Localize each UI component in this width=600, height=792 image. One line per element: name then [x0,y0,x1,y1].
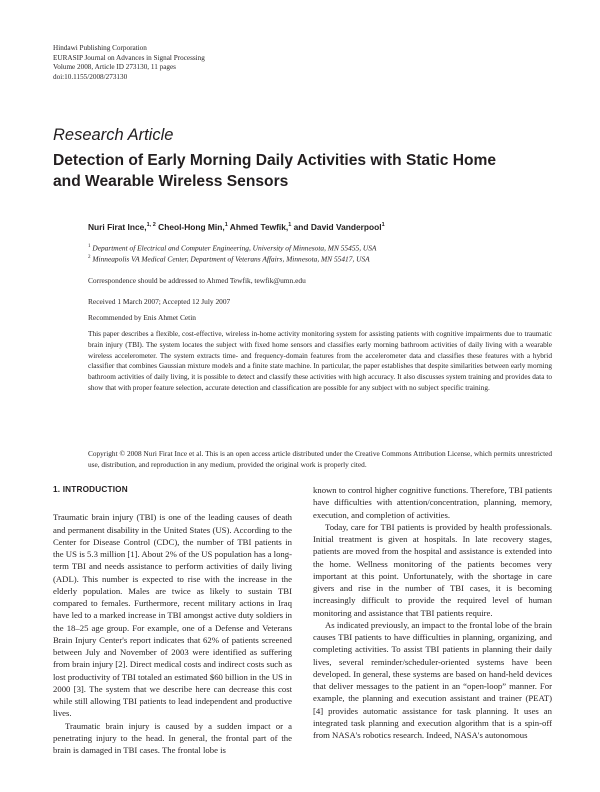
author: Nuri Firat Ince, [88,222,147,232]
received-dates: Received 1 March 2007; Accepted 12 July 2007 [88,297,231,306]
affil-text: Minneapolis VA Medical Center, Department of Veterans Affairs, Minnesota, MN 55417, USA [92,254,370,264]
publication-header [53,44,205,82]
affil-sup: 2 [88,255,91,261]
author-list [88,222,552,232]
author-affil-sup: 1, 2 [146,222,156,229]
title-line-2: and Wearable Wireless Sensors [53,173,289,190]
paragraph: known to control higher cognitive functions. Therefore, TBI patients have difficulties with attention/concentration, planning, memory, execution, and completion of activities. [313,485,552,520]
author-affil-sup: 1 [381,222,385,229]
affil-sup: 1 [88,244,91,249]
author: Cheol-Hong Min, [158,222,225,232]
volume-info: Volume 2008, Article ID 273130, 11 pages [53,63,176,72]
paragraph: Traumatic brain injury is caused by a sudden impact or a penetrating injury to the head. In general, the frontal part of the brain is damaged in TBI cases. The frontal lobe is [53,720,292,755]
author: Ahmed Tewfik, [229,222,289,232]
author: and David Vanderpool [293,222,382,232]
affiliation [88,242,552,253]
affiliation [88,253,552,264]
body-column-right [313,484,552,741]
paragraph: Traumatic brain injury (TBI) is one of the leading causes of death and permanent disability in the United States (US). According to the Center for Disease Control (CDC), the number of TBI patients in the US is 5.3 million [1]. About 2% of the US population has a long-term TBI and needs assistance to perform activities of daily living (ADL). This number is expected to rise with the increase in the elderly population. Males are twice as likely to sustain TBI compared to females. Furthermore, recent military actions in Iraq have led to a marked increase in TBI amongst active duty soldiers in the 18–25 age group. For example, one of a Defense and Veterans Brain Injury Center's report indicates that 62% of patients screened between July and November of 2003 were identified as suffering from brain injury [2]. Direct medical costs and indirect costs such as lost productivity of TBI totaled an estimated $60 billion in the US in 2000 [3]. The system that we describe here can decrease this cost while still allowing TBI patients to lead independent and productive lives. [53,512,292,719]
publisher: Hindawi Publishing Corporation [53,44,147,52]
affiliations [88,242,552,265]
abstract: This paper describes a flexible, cost-effective, wireless in-home activity monitoring system for assisting patients with cognitive impairments due to traumatic brain injury (TBI). The system locates the subject with fixed home sensors and classifies early morning bathroom activities of daily living with a wearable wireless accelerometer. The system extracts time- and frequency-domain features from the accelerometer data and classifies these features with a hybrid classifier that combines Gaussian mixture models and a finite state machine. In particular, the paper establishes that despite similarities between early morning bathroom activities of daily living, it is possible to detect and classify these activities with high accuracy. It also discusses system training and provides data to show that with proper feature selection, accurate detection and classification are possible for any subject with no subject specific training. [88,329,552,392]
section-heading: 1. INTRODUCTION [53,485,128,494]
body-column-left [53,484,292,756]
copyright-notice: Copyright © 2008 Nuri Firat Ince et al. This is an open access article distributed under the Creative Commons Attribution License, which permits unrestricted use, distribution, and reproduction in any medium, provided the original work is properly cited. [88,449,552,469]
paper-title [53,150,553,192]
author-affil-sup: 1 [288,222,292,229]
affil-text: Department of Electrical and Computer Engineering, University of Minnesota, MN 55455, USA [92,243,377,253]
article-type: Research Article [53,126,174,144]
paragraph: As indicated previously, an impact to the frontal lobe of the brain causes TBI patients to have difficulties in planning, organizing, and completing activities. To assist TBI patients in planning their daily lives, several reminder/scheduler-oriented systems have been developed. In general, these systems are based on hand-held devices that deliver messages to the patient in an “open-loop” manner. For example, the planning and execution assistant and trainer (PEAT) [4] provides automatic assistance for task planning. It uses an integrated task planning and execution algorithm that is a spin-off from NASA's robotics research. Indeed, NASA's autonomous [313,619,552,740]
journal-name: EURASIP Journal on Advances in Signal Processing [53,53,205,62]
correspondence: Correspondence should be addressed to Ahmed Tewfik, tewfik@umn.edu [88,276,306,285]
author-affil-sup: 1 [224,222,228,229]
recommended-by: Recommended by Enis Ahmet Cetin [88,313,196,322]
doi: doi:10.1155/2008/273130 [53,72,128,81]
paragraph: Today, care for TBI patients is provided by health professionals. Initial treatment is given at hospitals. In late recovery stages, patients are moved from the hospital and assistance is extended into the home. Wellness monitoring of the patients becomes very important at this point. Unfortunately, with the shortage in care givers and rise in the number of TBI cases, it is becoming increasingly difficult to provide the required level of human monitoring and assistance that TBI patients require. [313,521,552,618]
title-line-1: Detection of Early Morning Daily Activities with Static Home [53,152,497,169]
